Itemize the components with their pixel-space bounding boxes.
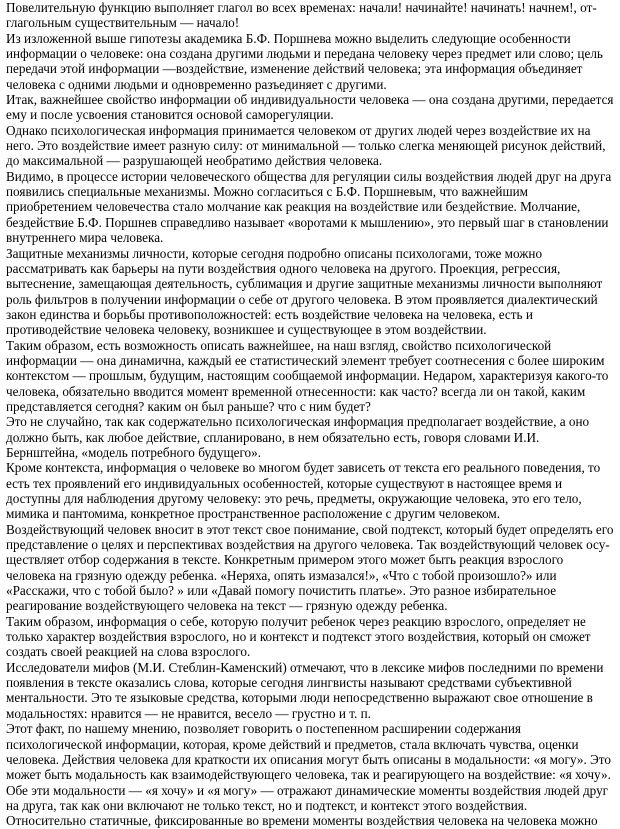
paragraph: Воздействующий человек вносит в этот текст свое понимание, свой подтекст, который будет определять его представление о целях и перспективах воздействия на другого человека. Так воздействующий человек осуществляет отбор содержания в тексте. Конкретным примером этого может быть реакция взрослого человека на грязную одежду ребенка. «Неряха, опять измазался!», «Что с тобой произошло?» или «Расскажи, что с тобой было? » или «Давай помогу почистить платье». Это разное избирательное реагирование воздействующего человека на текст — грязную одежду ребенка. — [6, 521, 614, 614]
paragraph: Это не случайно, так как содержательно психологическая информация предполагает воздействие, а оно должно быть, как любое действие, спланировано, в нем обязательно есть, говоря словами И.И. Бернштейна, «модель потребного будущего». — [6, 414, 590, 460]
paragraph: Исследователи мифов (М.И. Стеблин-Каменский) отмечают, что в лексике мифов последними по времени появления в тексте оказались слова, которые сегодня лингвисты называют средствами субъективной ментальности. Это те языковые средства, которыми люди непосредственно выражают свое отношение в модальностях: нравится — не нравится, весело — грустно и т. п. — [6, 659, 604, 721]
paragraph: Однако психологическая информация принимается человеком от других людей через воздействие их на него. Это воздействие имеет разную силу: от минимальной — только слегка меняющей рисунок действий, до максимальной — разрушающей необратимо действия человека. — [6, 122, 606, 169]
paragraph: Из изложенной выше гипотезы академика Б.Ф. Поршнева можно выделить следующие особенности информации о человеке: она создана другими людьми и передана человеку через предмет или слово; цель передачи этой информации —воздействие, изменение действий человека; эта информация объединяет человека с одними людьми и одновременно разъединяет с другими. — [6, 30, 603, 92]
paragraph: Таким образом, есть возможность описать важнейшее, на наш взгляд, свойство психологической информации — она динамична, каждый ее статистический элемент требует соотнесения с более широким контекстом — прошлым, будущим, настоящим сообщаемой информации. Недаром, характеризуя какого-то человека, обязательно вводится момент временной отнесенности: как часто? всегда ли он такой, каким представляется сегодня? каким он был раньше? что с ним будет? — [6, 337, 609, 414]
paragraph: Относительно статичные, фиксированные во времени моменты воздействия человека на человека можно — [6, 813, 598, 829]
paragraph: Видимо, в процессе истории человеческого общества для регуляции силы воздействия людей друг на друга появились специальные механизмы. Можно согласиться с Б.Ф. Поршневым, что важнейшим приобретением человечества стало молчание как реакция на воздействие или бездействие. Молчание, бездействие Б.Ф. Поршнев справедливо называет «воротами к мышлению», это первый шаг в становлении внутреннего мира человека. — [6, 168, 612, 246]
paragraph: Таким образом, информация о себе, которую получит ребенок через реакцию взрослого, определяет не только характер воздействия взрослого, но и контекст и подтекст этого воздействия, который он сможет создать своей реакцией на слова взрослого. — [6, 613, 591, 660]
paragraph: Повелительную функцию выполняет глагол во всех временах: начали! начинайте! начинать! начнем!, отглагольным существительным — начало! — [6, 0, 597, 31]
paragraph: Кроме контекста, информация о человеке во многом будет зависеть от текста его реального поведения, то есть тех проявлений его индивидуальных особенностей, которые существуют в настоящее время и доступны для наблюдения другому человеку: это речь, предметы, окружающие человека, это его тело, мимика и пантомима, конкретное пространственное расположение с другим человеком. — [6, 460, 601, 522]
paragraph: Этот факт, по нашему мнению, позволяет говорить о постепенном расширении содержания психологической информации, которая, кроме действий и предметов, стала включать чувства, оценки человека. Действия человека для краткости их описания могут быть описаны в модальности: «я могу». Это может быть модальность как взаимодействующего человека, так и реагирующего на воздействие: «я хочу». Обе эти модальности — «я хочу» и «я могу» — отражают динамические моменты воздействия людей друг на друга, так как они включают не только текст, но и подтекст, и контекст этого воздействия. — [6, 721, 611, 813]
paragraph: Защитные механизмы личности, которые сегодня подробно описаны психологами, тоже можно рассматривать как барьеры на пути воздействия одного человека на другого. Проекция, регрессия, вытеснение, замещающая деятельность, сублимация и другие защитные механизмы личности выполняют роль фильтров в получении информации о себе от другого человека. В этом проявляется диалектический закон единства и борьбы противоположностей: есть воздействие человека на человека, есть и противодействие человека человеку, возникшее и существующее в этом воздействии. — [6, 245, 603, 338]
paragraph: Итак, важнейшее свойство информации об индивидуальности человека — она создана другими, передается ему и после усвоения становится основой саморегуляции. — [6, 92, 614, 123]
